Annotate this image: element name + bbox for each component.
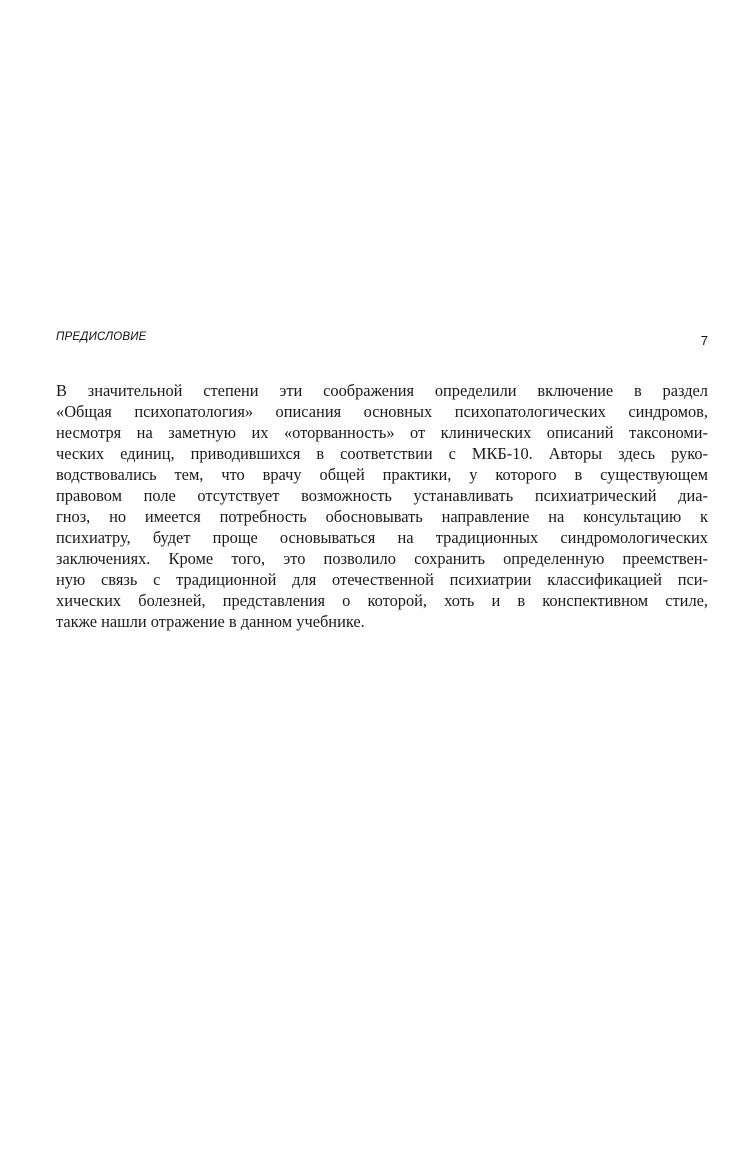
text-line: психиатру, будет проще основываться на традиционных синдромологических xyxy=(56,528,708,547)
text-line: В значительной степени эти соображения определили включение в раздел xyxy=(56,381,708,400)
text-line: гноз, но имеется потребность обосновывать направление на консультацию к xyxy=(56,507,708,526)
text-line: водствовались тем, что врачу общей практики, у которого в существующем xyxy=(56,465,708,484)
text-line: заключениях. Кроме того, это позволило сохранить определенную преемствен- xyxy=(56,549,708,568)
section-title: ПРЕДИСЛОВИЕ xyxy=(56,331,147,343)
text-line: ческих единиц, приводившихся в соответствии с МКБ-10. Авторы здесь руко- xyxy=(56,444,708,463)
text-line: также нашли отражение в данном учебнике. xyxy=(56,612,365,631)
text-line: «Общая психопатология» описания основных психопатологических синдромов, xyxy=(56,402,708,421)
running-header xyxy=(56,331,708,351)
body-paragraph xyxy=(56,380,708,632)
text-line: правовом поле отсутствует возможность устанавливать психиатрический диа- xyxy=(56,486,708,505)
text-line: хических болезней, представления о которой, хоть и в конспективном стиле, xyxy=(56,591,708,610)
text-line: несмотря на заметную их «оторванность» от клинических описаний таксономи- xyxy=(56,423,708,442)
page-number: 7 xyxy=(700,333,708,348)
text-line: ную связь с традиционной для отечественной психиатрии классификацией пси- xyxy=(56,570,708,589)
